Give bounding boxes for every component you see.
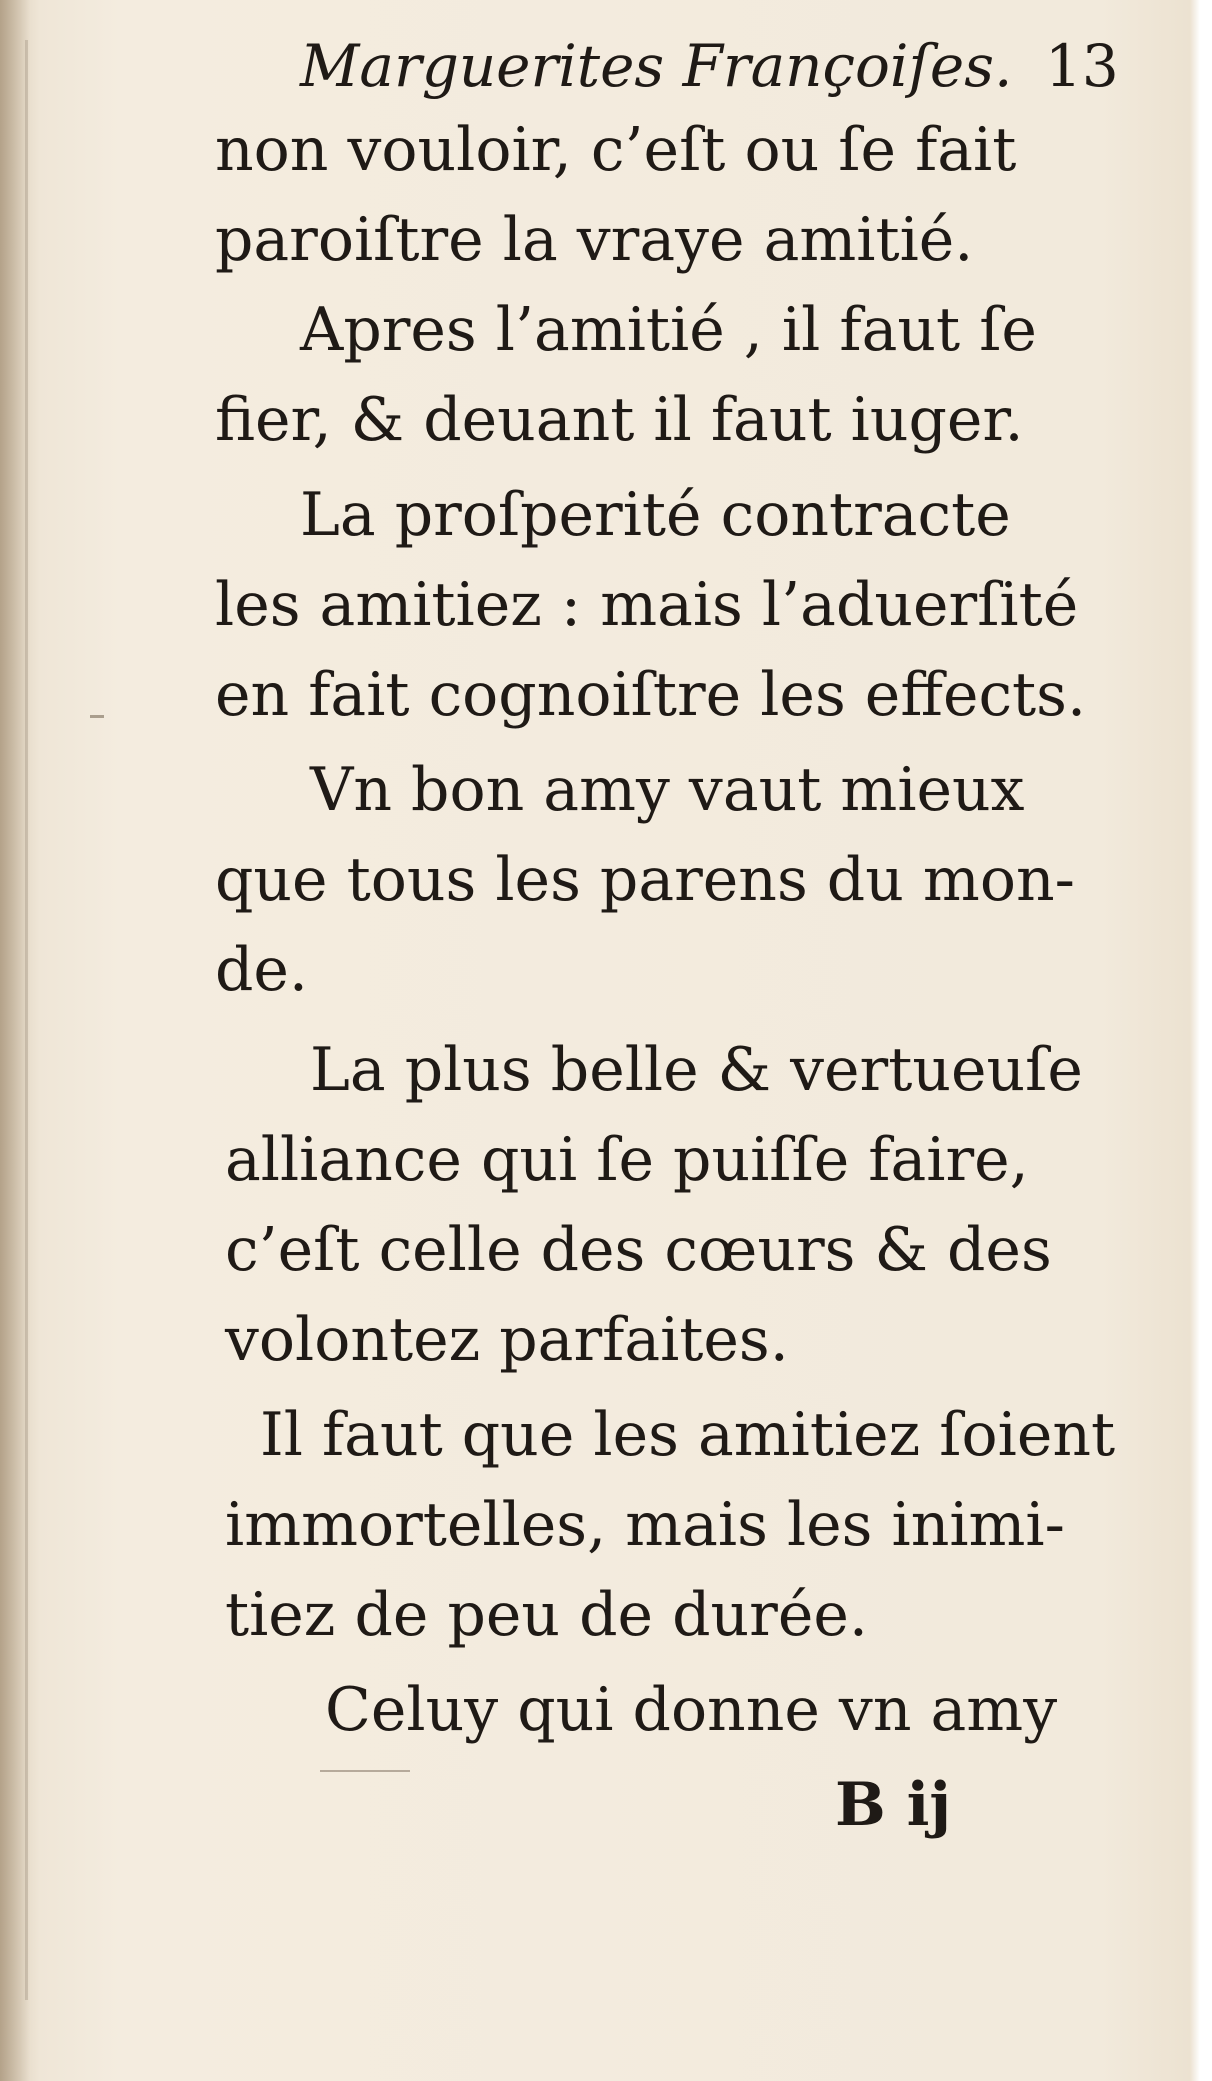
text-line: les amitiez : mais l’aduerſité xyxy=(215,570,1079,640)
underline-mark xyxy=(320,1770,410,1772)
text-line: c’eſt celle des cœurs & des xyxy=(225,1215,1052,1285)
text-line: Il faut que les amitiez ſoient xyxy=(260,1400,1116,1470)
page-number: 13 xyxy=(1045,32,1119,100)
text-line: alliance qui ſe puiſſe faire, xyxy=(225,1125,1029,1195)
signature-mark: B ij xyxy=(835,1770,952,1840)
margin-mark xyxy=(90,715,104,718)
text-line: tiez de peu de durée. xyxy=(225,1580,868,1650)
text-line: non vouloir, c’eſt ou ſe fait xyxy=(215,115,1017,185)
binding-edge xyxy=(25,40,28,2000)
text-line: paroiſtre la vraye amitié. xyxy=(215,205,974,275)
text-line: Vn bon amy vaut mieux xyxy=(310,755,1025,825)
text-line: de. xyxy=(215,935,308,1005)
text-line: Celuy qui donne vn amy xyxy=(325,1675,1058,1745)
text-line: immortelles, mais les inimi- xyxy=(225,1490,1065,1560)
text-line: La plus belle & vertueuſe xyxy=(310,1035,1083,1105)
text-line: Apres l’amitié , il faut ſe xyxy=(300,295,1037,365)
text-line: volontez parfaites. xyxy=(225,1305,789,1375)
running-title: Marguerites Françoiſes. xyxy=(300,32,1013,100)
text-line: en fait cognoiſtre les effects. xyxy=(215,660,1087,730)
text-line: fier, & deuant il faut iuger. xyxy=(215,385,1024,455)
text-line: que tous les parens du mon- xyxy=(215,845,1075,915)
text-line: La proſperité contracte xyxy=(300,480,1011,550)
